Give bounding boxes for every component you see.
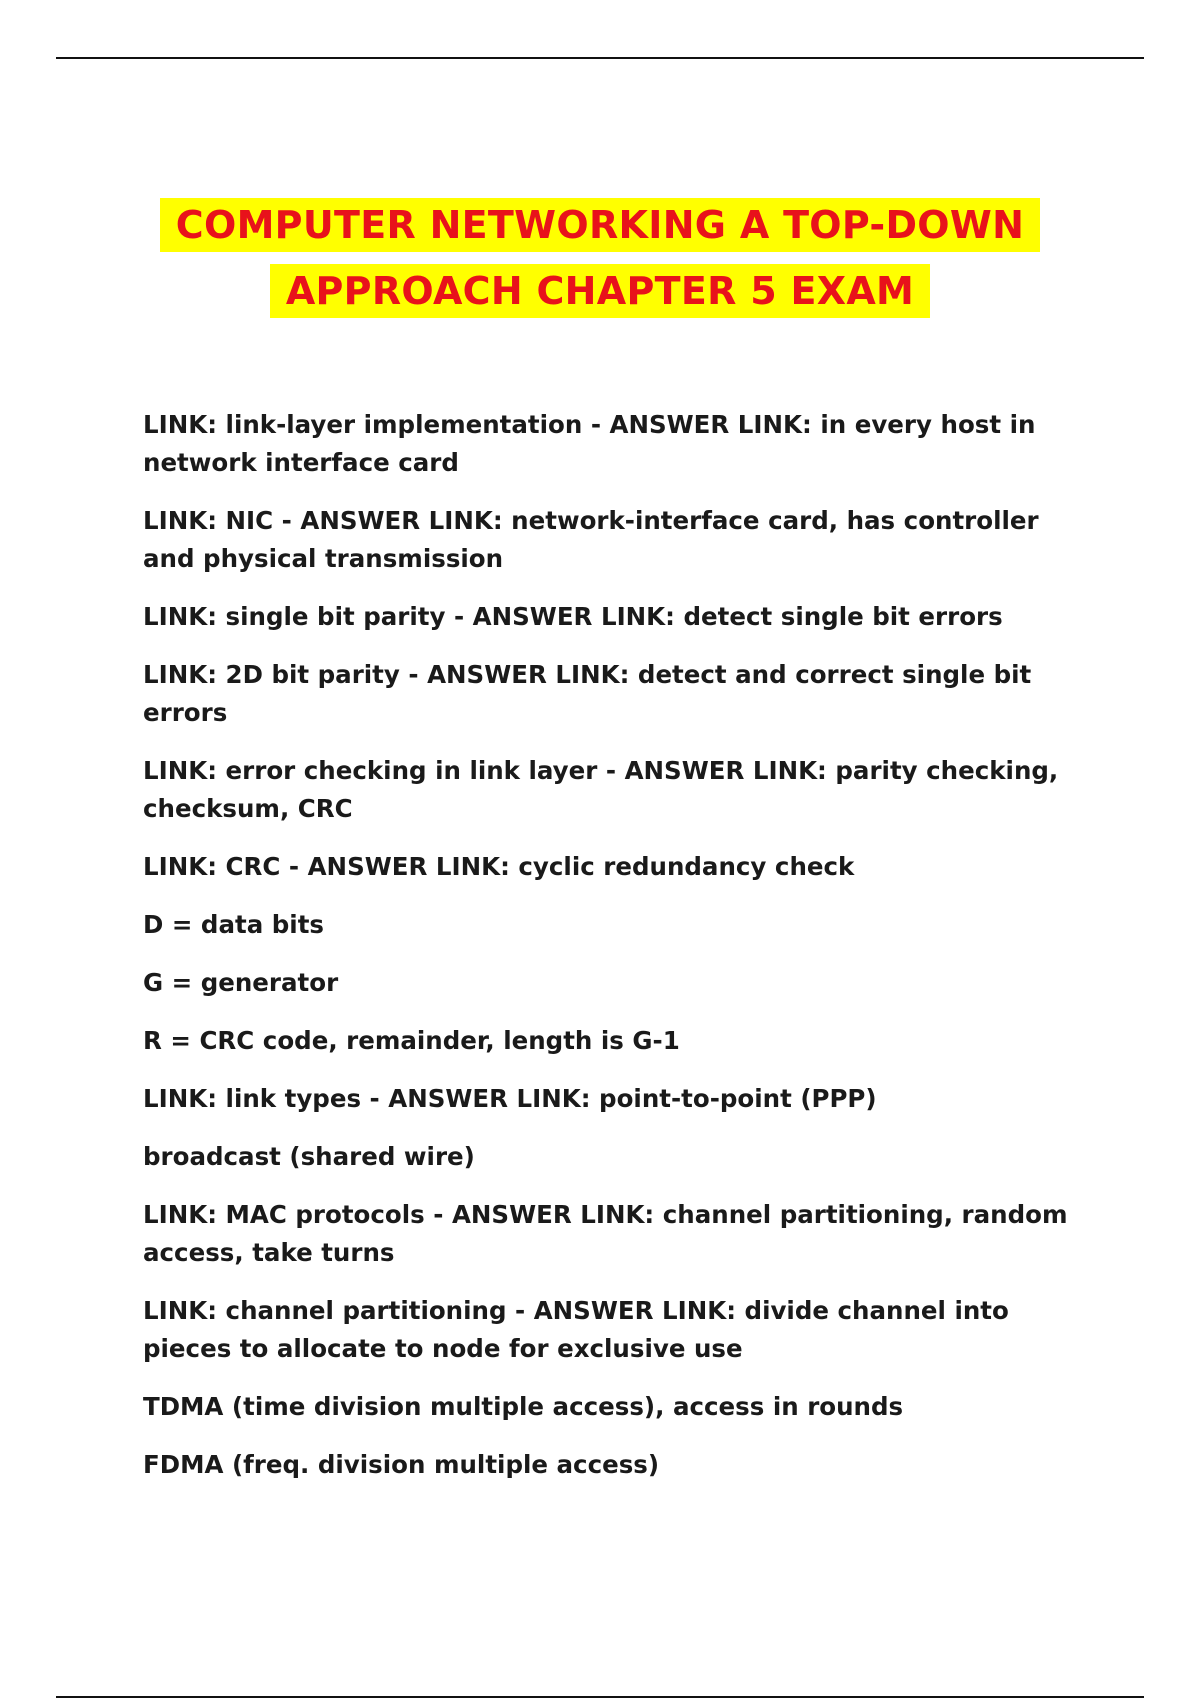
entry-crc: LINK: CRC - ANSWER LINK: cyclic redundancy check (143, 852, 855, 881)
title-line-2: APPROACH CHAPTER 5 EXAM (270, 264, 930, 318)
document-title (0, 198, 1200, 330)
entry-generator: G = generator (143, 968, 339, 997)
entry-link-layer-implementation: LINK: link-layer implementation - ANSWER LINK: in every host in network interface card (143, 410, 1036, 477)
entry-2d-bit-parity: LINK: 2D bit parity - ANSWER LINK: detect and correct single bit errors (143, 660, 1032, 727)
entry-nic: LINK: NIC - ANSWER LINK: network-interface card, has controller and physical transmission (143, 506, 1039, 573)
entry-single-bit-parity: LINK: single bit parity - ANSWER LINK: detect single bit errors (143, 602, 1003, 631)
entry-link-types: LINK: link types - ANSWER LINK: point-to-point (PPP) (143, 1084, 877, 1113)
footer-rule (56, 1696, 1144, 1698)
entry-tdma: TDMA (time division multiple access), access in rounds (143, 1392, 904, 1421)
entry-error-checking: LINK: error checking in link layer - ANSWER LINK: parity checking, checksum, CRC (143, 756, 1059, 823)
title-line-1: COMPUTER NETWORKING A TOP-DOWN (160, 198, 1040, 252)
entry-fdma: FDMA (freq. division multiple access) (143, 1450, 660, 1479)
entry-channel-partitioning: LINK: channel partitioning - ANSWER LINK: divide channel into pieces to allocate to node for exclusive use (143, 1296, 1009, 1363)
entry-data-bits: D = data bits (143, 910, 324, 939)
entry-broadcast: broadcast (shared wire) (143, 1142, 475, 1171)
entry-crc-code: R = CRC code, remainder, length is G-1 (143, 1026, 680, 1055)
entry-mac-protocols: LINK: MAC protocols - ANSWER LINK: channel partitioning, random access, take turns (143, 1200, 1068, 1267)
entries-list (143, 406, 1083, 1504)
header-rule (56, 57, 1144, 59)
